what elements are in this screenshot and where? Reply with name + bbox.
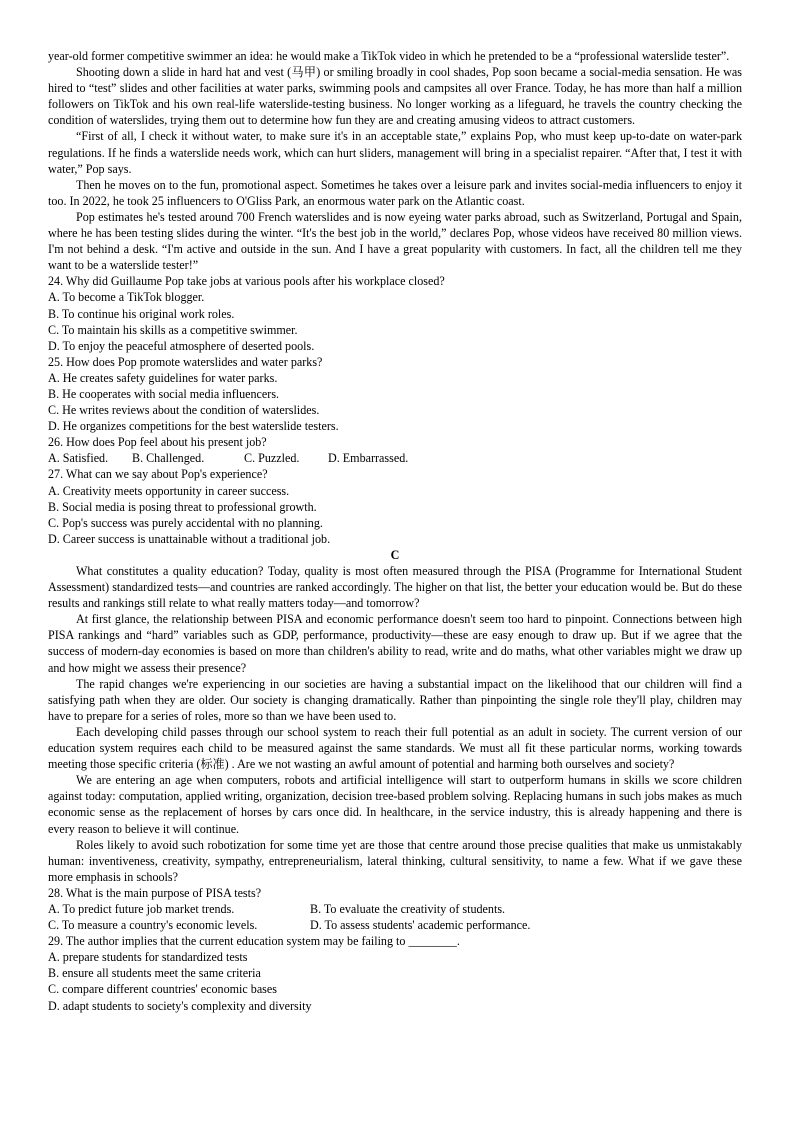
question-stem: 26. How does Pop feel about his present job? [48, 435, 267, 450]
passage-b-paragraph-4: Pop estimates he's tested around 700 French waterslides and is now eyeing water parks abroad, such as Switzerland, Portugal and Spain, where he has been testing slides during the winter. “It's the best job in the world,” declares Pop, whose videos have received 80 million views. I'm not behind a desk. “I'm active and outside in the sun. And I have a great popularity with customers. In fact, all the children tell me they want to be a waterslide tester!” [48, 209, 742, 273]
passage-c-paragraph-4: Each developing child passes through our school system to reach their full potential as an adult in society. The current version of our education system requires each child to be measured against the same standards. We must all fit these particular norms, working towards meeting those specific criteria (标准) . Are we not wasting an awful amount of potential and harming both ourselves and society? [48, 724, 742, 772]
question-24 [48, 273, 742, 353]
passage-c-paragraph-5: We are entering an age when computers, robots and artificial intelligence will start to outperform humans in skills we score children against today: computation, applied writing, organization, decision tree-based problem solving. Replacing humans in such jobs makes as much economic sense as the replacement of horses by cars once did. In healthcare, in the service industry, this is already happening and there is every reason to believe it will continue. [48, 773, 742, 836]
section-heading-c: C [390, 547, 400, 562]
option-c: C. Pop's success was purely accidental with no planning. [48, 515, 323, 530]
question-25 [48, 354, 742, 434]
passage-b-paragraph-3: Then he moves on to the fun, promotional aspect. Sometimes he takes over a leisure park and invites social-media influencers to enjoy it too. In 2022, he took 25 influencers to O'Gliss Park, an enormous water park on the Atlantic coast. [48, 177, 742, 208]
option-a: A. To become a TikTok blogger. [48, 290, 205, 305]
passage-b-paragraph-2: “First of all, I check it without water, to make sure it's in an acceptable state,” explains Pop, who must keep up-to-date on water-park regulations. If he finds a waterslide needs work, which can hurt sliders, management will bring in a specialist repairer. “After that, I test it with water,” Pop says. [48, 129, 742, 176]
option-d: D. adapt students to society's complexity and diversity [48, 998, 312, 1013]
option-d: D. To assess students' academic performance. [310, 918, 531, 933]
question-stem: 29. The author implies that the current education system may be failing to ________. [48, 934, 460, 949]
option-b: B. To evaluate the creativity of students. [310, 901, 506, 916]
option-a: A. To predict future job market trends. [48, 901, 235, 916]
option-a: A. Satisfied. [48, 451, 109, 466]
option-a: A. Creativity meets opportunity in career success. [48, 483, 290, 498]
option-b: B. Challenged. [132, 451, 205, 466]
option-b: B. He cooperates with social media influencers. [48, 386, 280, 401]
passage-c-paragraph-3: The rapid changes we're experiencing in our societies are having a substantial impact on the likelihood that our children will find a satisfying path when they are older. Our society is changing dramatically. Rather than pinpointing the single role they'll play, children may have to prepare for a series of roles, more so than we have been used to. [48, 676, 742, 723]
question-stem: 27. What can we say about Pop's experience? [48, 467, 268, 482]
passage-b-paragraph-0: year-old former competitive swimmer an idea: he would make a TikTok video in which he pretended to be a “professional waterslide tester”. [48, 49, 730, 63]
option-c: C. To measure a country's economic levels. [48, 918, 258, 933]
option-c: C. To maintain his skills as a competitive swimmer. [48, 322, 298, 337]
passage-b-paragraph-1: Shooting down a slide in hard hat and vest (马甲) or smiling broadly in cool shades, Pop soon became a social-media sensation. He was hired to “test” slides and other facilities at water parks, swimming pools and campsites all over France. Today, he has more than half a million followers on TikTok and his own real-life waterslide-testing business. No longer working as a lifeguard, he travels the country checking the condition of waterslides, trying them out to determine how fun they are and creating amusing videos to attract customers. [48, 65, 742, 128]
options-row-1 [48, 901, 742, 917]
passage-c-paragraph-1: What constitutes a quality education? Today, quality is most often measured through the PISA (Programme for International Student Assessment) standardized tests—and countries are ranked accordingly. The higher on that list, the better your education would be. But do these results and rankings still relate to what really matters today—and tomorrow? [48, 564, 742, 611]
option-c: C. He writes reviews about the condition of waterslides. [48, 403, 320, 418]
option-d: D. He organizes competitions for the best waterslide testers. [48, 419, 339, 434]
options-row [48, 450, 742, 466]
passage-c-paragraph-2: At first glance, the relationship between PISA and economic performance doesn't seem too hard to pinpoint. Connections between high PISA rankings and “hard” variables such as GDP, performance, productivity—these are easy enough to draw up. But if we agree that the success of modern-day economies is based on more than children's ability to read, write and do maths, what other variables might we draw up and how might we assess their presence? [48, 612, 742, 675]
option-a: A. prepare students for standardized tests [48, 950, 248, 965]
option-c: C. compare different countries' economic bases [48, 982, 277, 997]
passage-c-paragraph-6: Roles likely to avoid such robotization for some time yet are those that centre around those precise qualities that make us unmistakably human: inventiveness, creativity, sympathy, entrepreneurialism, lateral thinking, cultural sensitivity, to name a few. What if we gave these more emphasis in schools? [48, 837, 742, 884]
question-29 [48, 933, 742, 1013]
option-d: D. To enjoy the peaceful atmosphere of deserted pools. [48, 338, 315, 353]
question-stem: 25. How does Pop promote waterslides and water parks? [48, 354, 323, 369]
question-28 [48, 885, 742, 933]
option-c: C. Puzzled. [244, 451, 300, 466]
options-row-2 [48, 917, 742, 933]
option-d: D. Embarrassed. [328, 451, 409, 466]
question-27 [48, 466, 742, 546]
question-26 [48, 434, 742, 466]
exam-page [48, 48, 742, 1014]
option-a: A. He creates safety guidelines for water parks. [48, 370, 278, 385]
option-b: B. Social media is posing threat to professional growth. [48, 499, 317, 514]
question-stem: 24. Why did Guillaume Pop take jobs at various pools after his workplace closed? [48, 274, 445, 289]
option-b: B. ensure all students meet the same criteria [48, 966, 261, 981]
option-d: D. Career success is unattainable without a traditional job. [48, 531, 331, 546]
question-stem: 28. What is the main purpose of PISA tests? [48, 885, 262, 900]
option-b: B. To continue his original work roles. [48, 306, 235, 321]
